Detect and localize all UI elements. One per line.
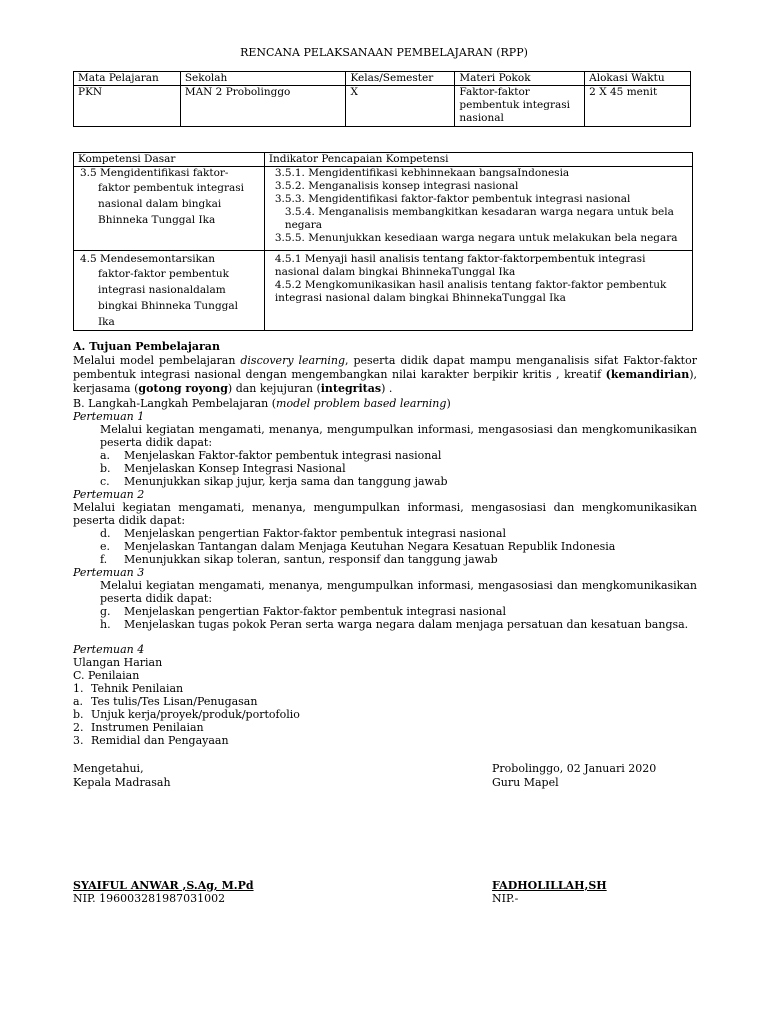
list-text: Remidial dan Pengayaan (91, 734, 229, 747)
meeting-title: Pertemuan 1 (73, 410, 145, 423)
competency-header-row (74, 153, 693, 167)
competency-header-cell: Indikator Pencapaian Kompetensi (264, 153, 692, 167)
list-label: b. (73, 708, 84, 721)
signature-left-name-block (73, 879, 254, 905)
text-run-bold: gotong royong (138, 382, 228, 395)
signature-left-line1: Mengetahui, (73, 762, 144, 775)
signature-right-line1: Probolinggo, 02 Januari 2020 (492, 762, 657, 775)
list-label: e. (100, 540, 111, 553)
section-a-paragraph (73, 354, 697, 396)
document-title: RENCANA PELAKSANAAN PEMBELAJARAN (RPP) (240, 46, 528, 59)
list-text: Menjelaskan pengertian Faktor-faktor pembentuk integrasi nasional (124, 527, 506, 540)
meeting-intro: Ulangan Harian (73, 656, 163, 669)
text-run: B. Langkah-Langkah Pembelajaran ( (73, 397, 277, 410)
list-item (73, 721, 697, 734)
meeting-intro: Melalui kegiatan mengamati, menanya, mengumpulkan informasi, mengasosiasi dan mengkomunikasikan peserta didik dapat: (100, 579, 697, 605)
indicator-item: 3.5.2. Menganalisis konsep integrasi nasional (274, 180, 519, 192)
list-item (73, 553, 697, 566)
section-c (73, 669, 697, 747)
info-header-cell: Sekolah (180, 72, 346, 86)
info-value-cell: MAN 2 Probolinggo (180, 86, 346, 127)
text-run: ) (446, 397, 451, 410)
meeting-title: Pertemuan 3 (73, 566, 145, 579)
list-item (73, 734, 697, 747)
kd-text (80, 253, 260, 266)
meeting-intro: Melalui kegiatan mengamati, menanya, mengumpulkan informasi, mengasosiasi dan mengkomunikasikan peserta didik dapat: (73, 501, 697, 527)
info-header-cell: Materi Pokok (455, 72, 585, 86)
kd-number: 3.5 (80, 167, 97, 179)
signature-right-nip: NIP.- (492, 892, 519, 905)
info-table (73, 71, 691, 127)
text-run: ) dan kejujuran ( (227, 382, 321, 395)
list-label: d. (100, 527, 111, 540)
info-value-cell: Faktor-faktor pembentuk integrasi nasional (455, 86, 585, 127)
list-label: c. (100, 475, 110, 488)
info-value-cell: PKN (74, 86, 181, 127)
list-text: Tehnik Penilaian (91, 682, 184, 695)
list-label: a. (73, 695, 84, 708)
list-item (73, 449, 697, 462)
competency-row (74, 167, 693, 251)
section-c-heading: C. Penilaian (73, 669, 140, 682)
text-run-italic: discovery learning (240, 354, 346, 367)
signature-right-name-block (492, 879, 607, 905)
list-label: g. (100, 605, 111, 618)
text-run-bold: (kemandirian (605, 368, 690, 381)
list-text: Menjelaskan pengertian Faktor-faktor pembentuk integrasi nasional (124, 605, 506, 618)
competency-row (74, 251, 693, 331)
indicator-item: 4.5.1 Menyaji hasil analisis tentang faktor-faktorpembentuk integrasi nasional dalam bingkai BhinnekaTunggal Ika (274, 253, 646, 278)
meeting-intro: Melalui kegiatan mengamati, menanya, mengumpulkan informasi, mengasosiasi dan mengkomunikasikan peserta didik dapat: (100, 423, 697, 449)
info-header-cell: Alokasi Waktu (585, 72, 691, 86)
text-run-bold: integritas (320, 382, 382, 395)
text-run: , peserta didik dapat mampu menganalisis sifat Faktor-faktor pembentuk integrasi nasional dengan mengembangkan nilai karakter berpikir kritis , kreatif (73, 354, 697, 381)
signature-left-line2: Kepala Madrasah (73, 776, 171, 789)
kd-text-first: Mengidentifikasi faktor- (100, 167, 229, 179)
indicator-item: 3.5.4. Menganalisis membangkitkan kesadaran warga negara untuk bela negara (284, 206, 674, 231)
info-value-cell: X (346, 86, 455, 127)
info-value-cell: 2 X 45 menit (585, 86, 691, 127)
signature-left-nip: NIP. 196003281987031002 (73, 892, 226, 905)
kd-text-rest: faktor pembentuk integrasi nasional dalam bingkai Bhinneka Tunggal Ika (98, 182, 244, 226)
list-item (73, 708, 697, 721)
list-item (73, 527, 697, 540)
indicator-cell (264, 251, 692, 331)
list-text: Menunjukkan sikap jujur, kerja sama dan tanggung jawab (124, 475, 448, 488)
indicator-item: 3.5.1. Mengidentifikasi kebhinnekaan bangsaIndonesia (274, 167, 570, 179)
text-run: ) . (381, 382, 393, 395)
list-label: a. (100, 449, 111, 462)
text-run-italic: model problem based learning (276, 397, 447, 410)
meeting-title: Pertemuan 2 (73, 488, 145, 501)
list-label: b. (100, 462, 111, 475)
list-label: 1. (73, 682, 84, 695)
list-item (73, 682, 697, 695)
signature-right-line2: Guru Mapel (492, 776, 559, 789)
indicator-item: 3.5.3. Mengidentifikasi faktor-faktor pembentuk integrasi nasional (274, 193, 631, 205)
kd-text (80, 167, 260, 180)
section-b-heading (73, 397, 697, 410)
signature-right-name: FADHOLILLAH,SH (492, 879, 607, 892)
kd-number: 4.5 (80, 253, 97, 265)
indicator-cell (264, 167, 692, 251)
list-text: Menjelaskan tugas pokok Peran serta warga negara dalam menjaga persatuan dan kesatuan bangsa. (124, 618, 689, 631)
list-label: f. (100, 553, 108, 566)
list-text: Menjelaskan Konsep Integrasi Nasional (124, 462, 346, 475)
list-item (73, 475, 697, 488)
signature-right-block (492, 762, 656, 790)
indicator-item: 3.5.5. Menunjukkan kesediaan warga negara untuk melakukan bela negara (274, 232, 678, 244)
info-table-header-row (74, 72, 691, 86)
kd-text-first: Mendesemontarsikan (100, 253, 215, 265)
list-text: Instrumen Penilaian (91, 721, 204, 734)
kd-cell (74, 167, 265, 251)
list-item (73, 540, 697, 553)
list-item (73, 695, 697, 708)
list-item (73, 605, 697, 618)
signature-left-name: SYAIFUL ANWAR ,S.Ag, M.Pd (73, 879, 254, 892)
list-text: Menjelaskan Faktor-faktor pembentuk integrasi nasional (124, 449, 442, 462)
spacer (73, 631, 697, 643)
competency-header-cell: Kompetensi Dasar (74, 153, 265, 167)
list-item (73, 618, 697, 631)
info-table-value-row (74, 86, 691, 127)
signature-left-block (73, 762, 171, 790)
text-run: ), kerjasama ( (73, 368, 697, 395)
list-item (73, 462, 697, 475)
list-label: h. (100, 618, 111, 631)
list-label: 2. (73, 721, 84, 734)
info-header-cell: Mata Pelajaran (74, 72, 181, 86)
list-label: 3. (73, 734, 84, 747)
list-text: Tes tulis/Tes Lisan/Penugasan (91, 695, 258, 708)
list-text: Unjuk kerja/proyek/produk/portofolio (91, 708, 300, 721)
list-text: Menunjukkan sikap toleran, santun, responsif dan tanggung jawab (124, 553, 498, 566)
section-a-heading: A. Tujuan Pembelajaran (73, 340, 220, 353)
section-b (73, 397, 697, 669)
competency-table (73, 152, 693, 331)
text-run: Melalui model pembelajaran (73, 354, 241, 367)
meeting-title: Pertemuan 4 (73, 643, 145, 656)
list-text: Menjelaskan Tantangan dalam Menjaga Keutuhan Negara Kesatuan Republik Indonesia (124, 540, 616, 553)
kd-text-rest: faktor-faktor pembentuk integrasi nasionaldalam bingkai Bhinneka Tunggal Ika (98, 268, 239, 328)
section-a (73, 340, 697, 396)
kd-cell (74, 251, 265, 331)
indicator-item: 4.5.2 Mengkomunikasikan hasil analisis tentang faktor-faktor pembentuk integrasi nasional dalam bingkai BhinnekaTunggal Ika (274, 279, 667, 304)
info-header-cell: Kelas/Semester (346, 72, 455, 86)
